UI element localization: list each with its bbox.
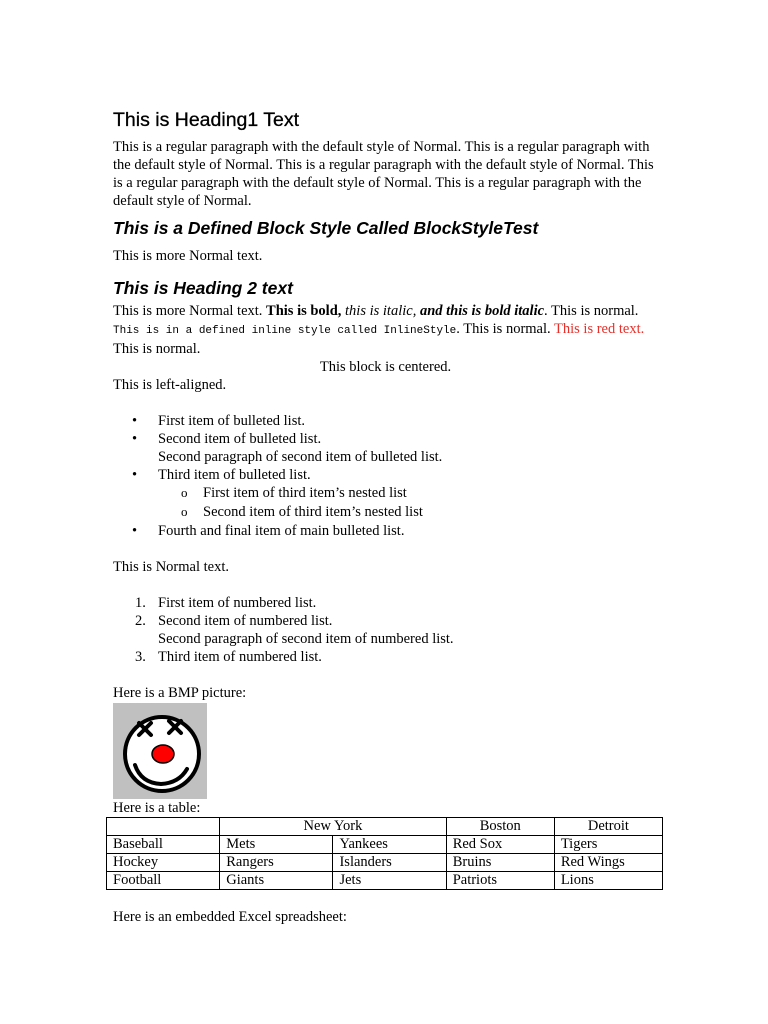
list-item bbox=[113, 466, 658, 521]
clown-face-picture bbox=[113, 703, 207, 799]
list-item-text: First item of numbered list. bbox=[158, 595, 317, 611]
nested-list bbox=[158, 484, 658, 521]
table-header-row bbox=[107, 818, 663, 836]
table-label: Here is a table: bbox=[113, 800, 201, 816]
list-item bbox=[113, 594, 658, 612]
table-cell: Red Wings bbox=[554, 854, 662, 872]
list-number: 1. bbox=[135, 595, 146, 611]
bullet-icon: • bbox=[132, 413, 138, 429]
list-item bbox=[113, 522, 658, 540]
list-number: 2. bbox=[135, 613, 146, 629]
table-row bbox=[107, 854, 663, 872]
bold-run: This is bold, bbox=[266, 303, 342, 319]
normal-run: This is more Normal text. bbox=[113, 303, 267, 319]
bmp-label: Here is a BMP picture: bbox=[113, 685, 247, 701]
document-page bbox=[113, 108, 658, 926]
table-cell: Rangers bbox=[220, 854, 333, 872]
bold-italic-run: and this is bold italic bbox=[419, 303, 545, 319]
normal-run: This is normal. bbox=[113, 341, 201, 357]
nested-list-item bbox=[113, 503, 658, 521]
header-cell: Detroit bbox=[554, 818, 662, 836]
table-cell: Mets bbox=[220, 836, 333, 854]
numbered-list bbox=[113, 594, 658, 666]
table-cell: Hockey bbox=[107, 854, 220, 872]
table-cell: Giants bbox=[220, 872, 333, 890]
list-item-second-paragraph: Second paragraph of second item of bulleted list. bbox=[158, 449, 443, 465]
list-item bbox=[113, 430, 658, 466]
header-cell: Boston bbox=[446, 818, 554, 836]
normal-text: This is Normal text. bbox=[113, 559, 229, 575]
list-item-second-paragraph: Second paragraph of second item of numbered list. bbox=[158, 631, 454, 647]
nested-list-item bbox=[113, 484, 658, 502]
heading2: This is Heading 2 text bbox=[113, 278, 293, 298]
list-number: 3. bbox=[135, 649, 146, 665]
bulleted-list bbox=[113, 412, 658, 540]
table-row bbox=[107, 836, 663, 854]
list-item bbox=[113, 612, 658, 648]
table-cell: Yankees bbox=[333, 836, 446, 854]
mixed-format-paragraph bbox=[113, 302, 658, 358]
more-normal-text: This is more Normal text. bbox=[113, 248, 263, 264]
circle-bullet-icon: o bbox=[181, 485, 188, 500]
inline-style-run: This is in a defined inline style called InlineStyle bbox=[113, 325, 457, 337]
block-style-heading: This is a Defined Block Style Called BlockStyleTest bbox=[113, 218, 539, 238]
table-cell: Jets bbox=[333, 872, 446, 890]
list-item-text: Second item of bulleted list. bbox=[158, 431, 322, 447]
header-cell: New York bbox=[220, 818, 446, 836]
table-cell: Bruins bbox=[446, 854, 554, 872]
header-cell bbox=[107, 818, 220, 836]
heading1: This is Heading1 Text bbox=[113, 109, 300, 131]
excel-label: Here is an embedded Excel spreadsheet: bbox=[113, 909, 347, 925]
bullet-icon: • bbox=[132, 523, 138, 539]
table-cell: Lions bbox=[554, 872, 662, 890]
centered-block: This block is centered. bbox=[319, 359, 452, 375]
italic-run: this is italic, bbox=[345, 303, 417, 319]
table-cell: Patriots bbox=[446, 872, 554, 890]
circle-bullet-icon: o bbox=[181, 504, 188, 519]
list-item-text: Third item of numbered list. bbox=[158, 649, 322, 665]
normal-run: . This is normal. bbox=[544, 303, 639, 319]
nested-item-text: First item of third item’s nested list bbox=[203, 485, 407, 501]
list-item-text: First item of bulleted list. bbox=[158, 413, 306, 429]
regular-paragraph: This is a regular paragraph with the default style of Normal. This is a regular paragraph with the default style of Normal. This is a regular paragraph with the default style of Normal. This is a regular paragraph with the default style of Normal. This is a regular paragraph with the default style of Normal. bbox=[113, 139, 654, 209]
red-nose-icon bbox=[152, 745, 174, 763]
normal-run: . This is normal. bbox=[456, 321, 555, 337]
table-cell: Football bbox=[107, 872, 220, 890]
list-item-text: Third item of bulleted list. bbox=[158, 467, 311, 483]
teams-table bbox=[106, 817, 663, 890]
table-row bbox=[107, 872, 663, 890]
list-item-text: Fourth and final item of main bulleted list. bbox=[158, 523, 405, 539]
bullet-icon: • bbox=[132, 467, 138, 483]
list-item bbox=[113, 648, 658, 666]
nested-item-text: Second item of third item’s nested list bbox=[203, 504, 423, 520]
table-cell: Islanders bbox=[333, 854, 446, 872]
table-cell: Baseball bbox=[107, 836, 220, 854]
list-item-text: Second item of numbered list. bbox=[158, 613, 333, 629]
red-text-run: This is red text. bbox=[554, 321, 645, 337]
bullet-icon: • bbox=[132, 431, 138, 447]
left-aligned-block: This is left-aligned. bbox=[113, 377, 227, 393]
table-cell: Red Sox bbox=[446, 836, 554, 854]
list-item bbox=[113, 412, 658, 430]
table-cell: Tigers bbox=[554, 836, 662, 854]
